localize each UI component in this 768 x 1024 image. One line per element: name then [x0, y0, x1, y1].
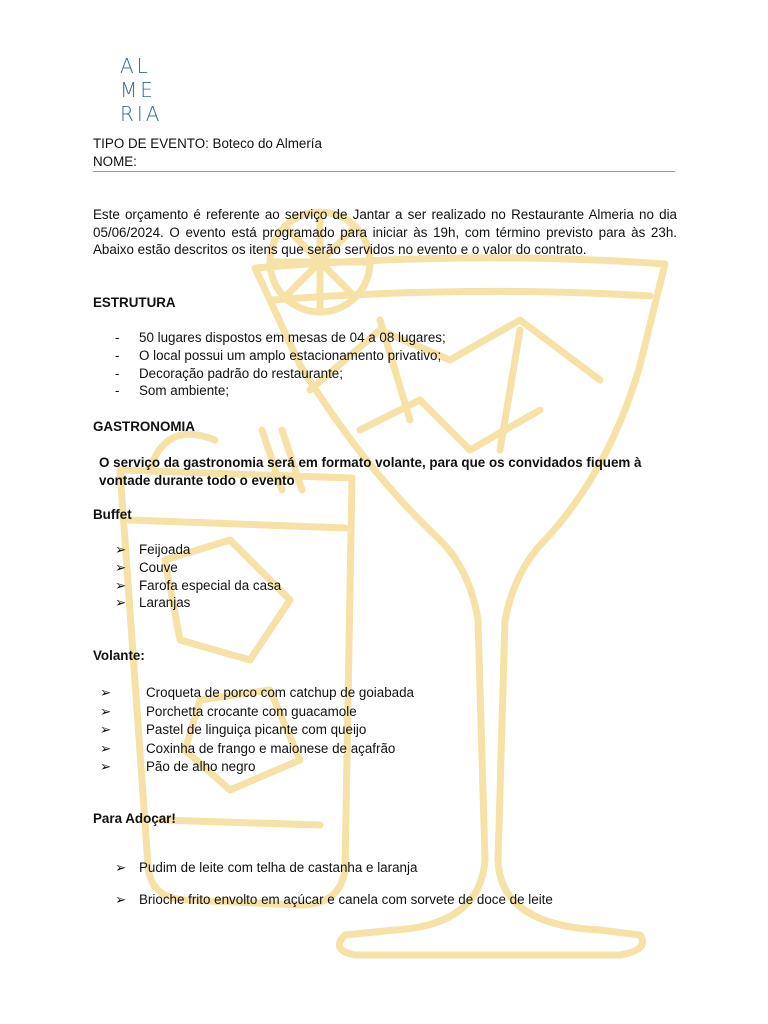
gastronomia-note: O serviço da gastronomia será em formato volante, para que os convidados fiquem à vontade durante todo o evento: [99, 455, 642, 488]
list-item-text: Feijoada: [139, 542, 191, 557]
header-divider: [93, 171, 675, 172]
list-item-text: O local possui um amplo estacionamento privativo;: [139, 347, 442, 363]
arrow-bullet-icon: ➢: [115, 860, 127, 875]
list-item-text: Coxinha de frango e maionese de açafrão: [146, 740, 396, 756]
arrow-bullet-icon: ➢: [100, 685, 112, 700]
almeria-logo: [120, 54, 170, 126]
arrow-bullet-icon: ➢: [100, 759, 112, 774]
list-item-text: Porchetta crocante com guacamole: [146, 703, 357, 719]
list-item-text: Decoração padrão do restaurante;: [139, 365, 343, 381]
arrow-bullet-icon: ➢: [100, 722, 112, 737]
event-type-line: TIPO DE EVENTO: Boteco do Almería: [93, 136, 322, 151]
adocar-heading: Para Adoçar!: [93, 811, 176, 826]
logo-line: AL: [120, 54, 151, 78]
list-item-text: Croqueta de porco com catchup de goiabada: [146, 685, 414, 700]
list-item-text: Som ambiente;: [139, 383, 230, 399]
dash-marker: -: [115, 383, 120, 399]
dash-marker: -: [115, 347, 120, 363]
name-line: NOME:: [93, 154, 137, 169]
arrow-bullet-icon: ➢: [115, 892, 127, 907]
dash-marker: -: [115, 330, 120, 345]
list-item-text: Laranjas: [139, 595, 191, 611]
arrow-bullet-icon: ➢: [100, 703, 112, 719]
arrow-bullet-icon: ➢: [115, 577, 127, 593]
dash-marker: -: [115, 365, 120, 381]
intro-paragraph: Este orçamento é referente ao serviço de Jantar a ser realizado no Restaurante Almeria no dia 05/06/2024. O evento está programado para iniciar às 19h, com término previsto para às 23h. Abaixo estão descritos os itens que serão servidos no evento e o valor do contrato.: [93, 207, 677, 257]
logo-line: RIA: [120, 102, 163, 126]
list-item-text: Pudim de leite com telha de castanha e laranja: [139, 860, 418, 875]
volante-heading: Volante:: [93, 648, 145, 663]
arrow-bullet-icon: ➢: [115, 595, 127, 611]
list-item-text: Pastel de linguiça picante com queijo: [146, 722, 367, 737]
buffet-heading: Buffet: [93, 507, 132, 522]
list-item-text: Brioche frito envolto em açúcar e canela com sorvete de doce de leite: [139, 892, 553, 907]
gastronomia-heading: GASTRONOMIA: [93, 419, 195, 434]
arrow-bullet-icon: ➢: [100, 740, 112, 756]
list-item-text: 50 lugares dispostos em mesas de 04 a 08 lugares;: [139, 330, 446, 345]
list-item-text: Pão de alho negro: [146, 759, 256, 774]
list-item-text: Farofa especial da casa: [139, 577, 282, 593]
logo-line: ME: [120, 78, 156, 102]
arrow-bullet-icon: ➢: [115, 559, 127, 575]
estrutura-heading: ESTRUTURA: [93, 295, 176, 310]
arrow-bullet-icon: ➢: [115, 542, 127, 557]
list-item-text: Couve: [139, 559, 178, 575]
